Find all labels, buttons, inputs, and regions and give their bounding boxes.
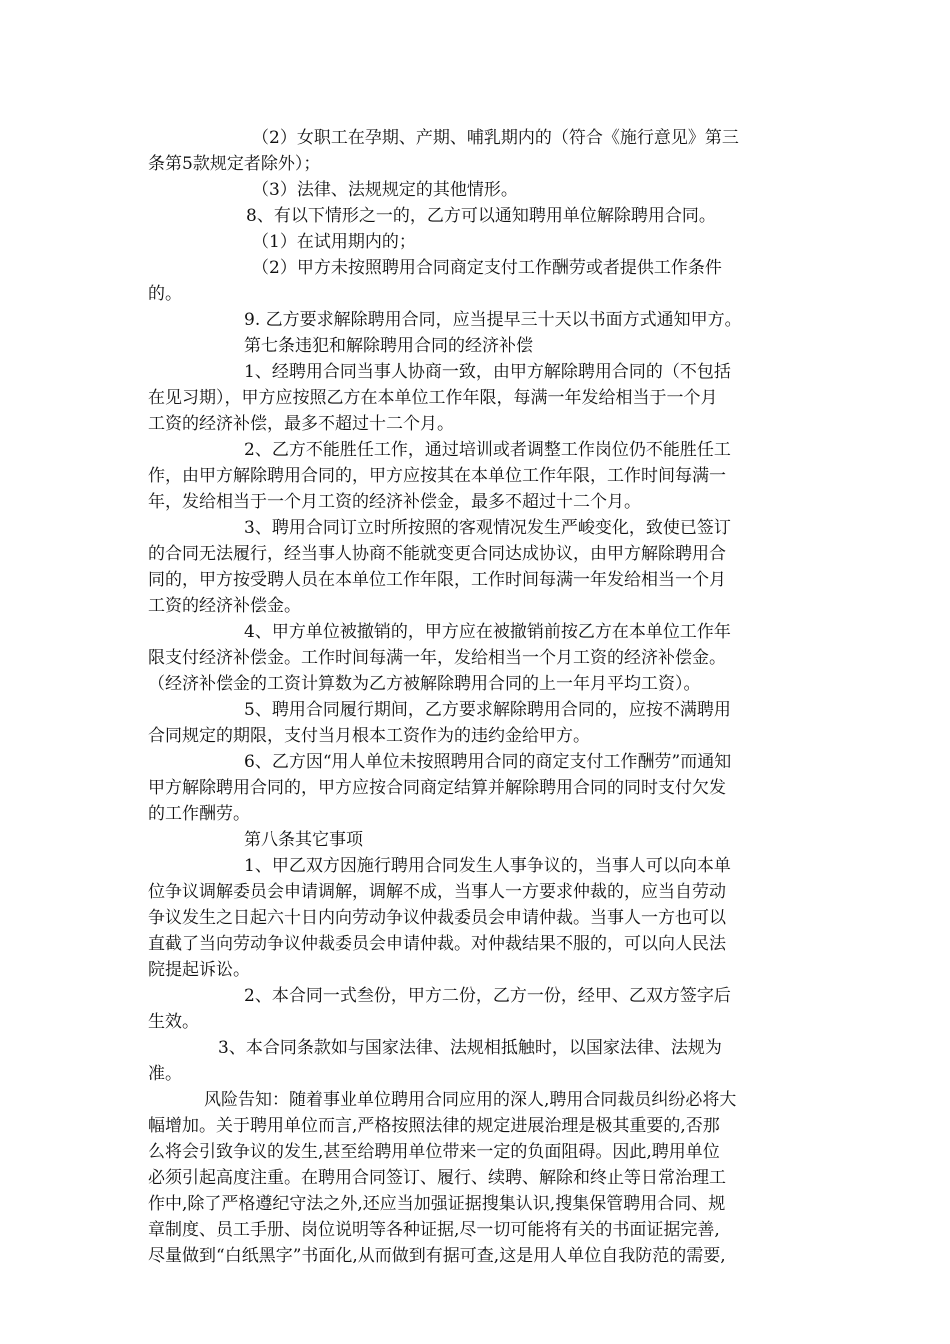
text-line: 位争议调解委员会申请调解，调解不成，当事人一方要求仲裁的，应当自劳动 (148, 882, 726, 902)
text-line: 章制度、员工手册、岗位说明等各种证据,尽一切可能将有关的书面证据完善, (148, 1220, 720, 1240)
text-line: （1）在试用期内的； (252, 232, 416, 252)
section-heading: 第八条其它事项 (244, 830, 363, 850)
text-line: 尽量做到“白纸黑字”书面化,从而做到有据可查,这是用人单位自我防范的需要, (148, 1246, 726, 1266)
text-line: 幅增加。关于聘用单位而言,严格按照法律的规定进展治理是极其重要的,否那 (148, 1116, 720, 1136)
text-line: 限支付经济补偿金。工作时间每满一年，发给相当一个月工资的经济补偿金。 (148, 648, 726, 668)
text-line: 作，由甲方解除聘用合同的，甲方应按其在本单位工作年限，工作时间每满一 (148, 466, 726, 486)
text-line: 必须引起高度注重。在聘用合同签订、履行、续聘、解除和终止等日常治理工 (148, 1168, 726, 1188)
text-line: 6、乙方因“用人单位未按照聘用合同的商定支付工作酬劳”而通知 (244, 752, 732, 772)
text-line: 直截了当向劳动争议仲裁委员会申请仲裁。对仲裁结果不服的，可以向人民法 (148, 934, 726, 954)
text-line: 院提起诉讼。 (148, 960, 250, 980)
text-line: 4、甲方单位被撤销的，甲方应在被撤销前按乙方在本单位工作年 (244, 622, 731, 642)
text-line: 合同规定的期限，支付当月根本工资作为的违约金给甲方。 (148, 726, 590, 746)
text-line: 3、聘用合同订立时所按照的客观情况发生严峻变化，致使已签订 (244, 518, 731, 538)
text-line: 在见习期），甲方应按照乙方在本单位工作年限，每满一年发给相当于一个月 (148, 388, 718, 408)
text-line: （3）法律、法规规定的其他情形。 (252, 180, 518, 200)
text-line: 准。 (148, 1064, 182, 1084)
text-line: （2）女职工在孕期、产期、哺乳期内的（符合《施行意见》第三 (252, 128, 739, 148)
risk-notice-line: 风险告知：随着事业单位聘用合同应用的深人,聘用合同裁员纠纷必将大 (204, 1090, 737, 1110)
text-line: 9. 乙方要求解除聘用合同，应当提早三十天以书面方式通知甲方。 (244, 310, 742, 330)
text-line: 争议发生之日起六十日内向劳动争议仲裁委员会申请仲裁。当事人一方也可以 (148, 908, 726, 928)
text-line: 工资的经济补偿金。 (148, 596, 301, 616)
text-line: 条第5款规定者除外）； (148, 154, 321, 174)
text-line: 的合同无法履行，经当事人协商不能就变更合同达成协议，由甲方解除聘用合 (148, 544, 726, 564)
text-line: 年，发给相当于一个月工资的经济补偿金，最多不超过十二个月。 (148, 492, 641, 512)
text-line: 么将会引致争议的发生,甚至给聘用单位带来一定的负面阻碍。因此,聘用单位 (148, 1142, 720, 1162)
text-line: 甲方解除聘用合同的，甲方应按合同商定结算并解除聘用合同的同时支付欠发 (148, 778, 726, 798)
text-line: （2）甲方未按照聘用合同商定支付工作酬劳或者提供工作条件 (252, 258, 722, 278)
text-line: 作中,除了严格遵纪守法之外,还应当加强证据搜集认识,搜集保管聘用合同、规 (148, 1194, 726, 1214)
text-line: 工资的经济补偿，最多不超过十二个月。 (148, 414, 454, 434)
text-line: 1、甲乙双方因施行聘用合同发生人事争议的，当事人可以向本单 (244, 856, 731, 876)
text-line: 同的，甲方按受聘人员在本单位工作年限，工作时间每满一年发给相当一个月 (148, 570, 726, 590)
text-line: 的。 (148, 284, 182, 304)
text-line: 3、本合同条款如与国家法律、法规相抵触时，以国家法律、法规为 (218, 1038, 722, 1058)
text-line: （经济补偿金的工资计算数为乙方被解除聘用合同的上一年月平均工资）。 (148, 674, 701, 694)
text-line: 生效。 (148, 1012, 199, 1032)
text-line: 1、经聘用合同当事人协商一致，由甲方解除聘用合同的（不包括 (244, 362, 731, 382)
text-line: 5、聘用合同履行期间，乙方要求解除聘用合同的，应按不满聘用 (244, 700, 731, 720)
section-heading: 第七条违犯和解除聘用合同的经济补偿 (244, 336, 533, 356)
text-line: 2、本合同一式叁份，甲方二份，乙方一份，经甲、乙双方签字后 (244, 986, 731, 1006)
text-line: 8、有以下情形之一的，乙方可以通知聘用单位解除聘用合同。 (246, 206, 716, 226)
text-line: 的工作酬劳。 (148, 804, 250, 824)
text-line: 2、乙方不能胜任工作，通过培训或者调整工作岗位仍不能胜任工 (244, 440, 731, 460)
